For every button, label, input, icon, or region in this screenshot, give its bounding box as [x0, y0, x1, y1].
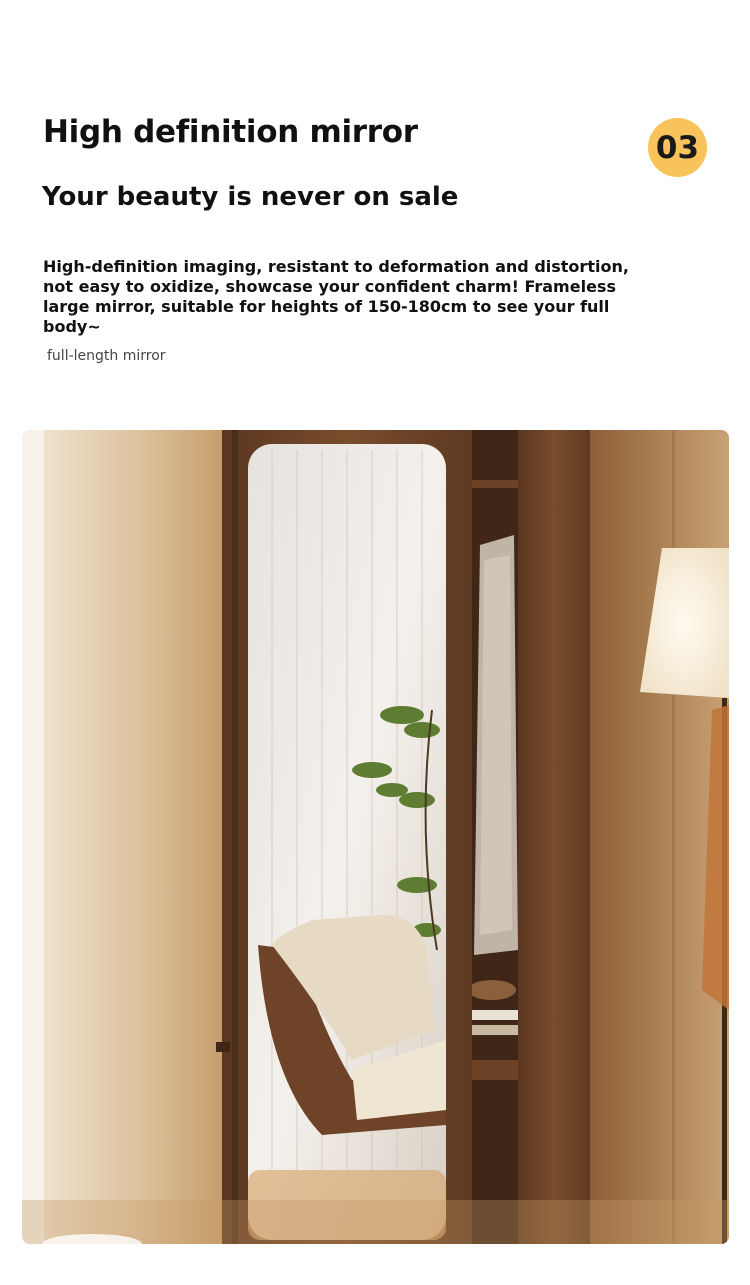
product-caption: full-length mirror: [47, 348, 166, 364]
step-number-badge: 03: [648, 118, 707, 177]
product-photo: [22, 430, 729, 1244]
product-description: High-definition imaging, resistant to deformation and distortion, not easy to oxidize, showcase your confident charm! Frameless large mirror, suitable for heights of 150-180cm to see your full body~: [43, 257, 629, 336]
page-title: High definition mirror: [43, 114, 418, 150]
mirror-wardrobe-illustration: [22, 430, 729, 1244]
page-subtitle: Your beauty is never on sale: [42, 182, 459, 212]
